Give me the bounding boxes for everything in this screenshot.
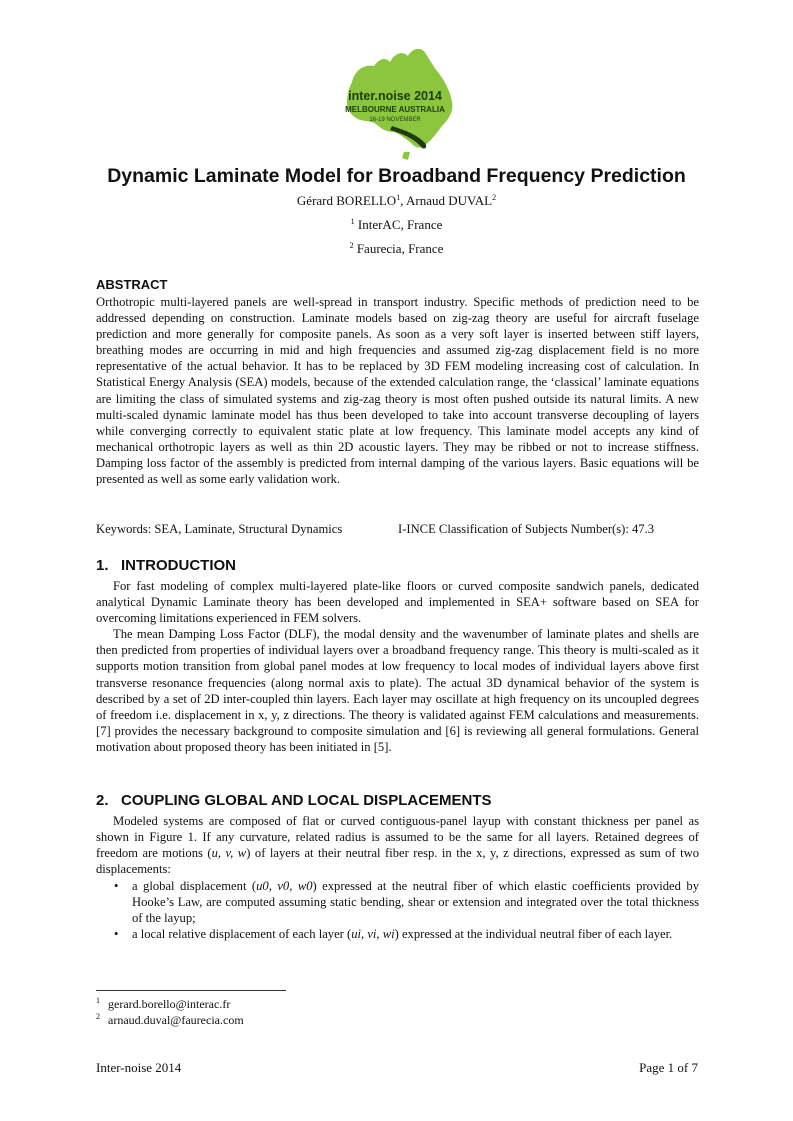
paragraph: The mean Damping Loss Factor (DLF), the modal density and the wavenumber of laminate plates and shells are then predicted from properties of individual layers over a broadband frequency range. This theory is multi-scaled as it supports motion transition from global panel modes at low frequency to local modes of individual layers above first transverse resonance frequencies (along normal axis to plate). The actual 3D dynamical behavior of the system is described by a set of 2D inter-coupled thin layers. Each layer may oscillate at high frequency on its uncoupled degrees of freedom i.e. displacement in x, y, z directions. The theory is validated against FEM calculations and measurements. [7] provides the necessary background to composite simulation and [6] is reviewing all general formulations. General motivation about proposed theory has been initiated in [5]. (96, 627, 699, 754)
text-run: ) expressed at the individual neutral fiber of each layer. (394, 927, 673, 942)
paragraph: For fast modeling of complex multi-layered plate-like floors or curved composite sandwich panels, dedicated analytical Dynamic Laminate theory has been developed and implemented in SEA+ software based on SEA for overcoming limitations experienced in FEM solvers. (96, 579, 699, 626)
paragraph (96, 813, 699, 877)
coupling-body (96, 813, 699, 877)
text-run: a global displacement ( (132, 879, 257, 893)
section-number: 2. (96, 792, 109, 809)
footnote-mark: 1 (96, 996, 100, 1005)
math-symbol: u, v, w (211, 846, 247, 861)
logo-line1: inter.noise 2014 (348, 89, 442, 103)
keywords-line (96, 522, 699, 537)
author-mark: 1 (396, 193, 401, 202)
footnote-mark: 2 (96, 1012, 100, 1021)
math-symbol: u0, v0, w0 (256, 879, 313, 893)
affiliation-text: InterAC, France (357, 217, 443, 232)
text-run: a local relative displacement of each layer ( (132, 927, 352, 942)
affiliation (0, 217, 793, 233)
list-item (114, 878, 699, 926)
section-heading-coupling (96, 792, 492, 809)
footnote-email-link[interactable]: arnaud.duval@faurecia.com (108, 1013, 244, 1027)
footnote-divider (96, 990, 286, 991)
author-mark: 2 (492, 193, 497, 202)
conference-logo (330, 42, 460, 164)
section-title: COUPLING GLOBAL AND LOCAL DISPLACEMENTS (121, 792, 492, 809)
footnote (96, 1012, 244, 1028)
section-heading-introduction (96, 557, 236, 574)
text-run: ) of layers at their neutral fiber resp. in the x, y, z directions, expressed as sum of two displacements: (96, 846, 699, 877)
author-separator: , (400, 193, 406, 208)
footnote (96, 996, 230, 1012)
classification-text: I-INCE Classification of Subjects Number(s): 47.3 (398, 522, 655, 536)
abstract-heading: ABSTRACT (96, 277, 168, 292)
introduction-body (96, 578, 699, 755)
bullet-icon: • (114, 879, 119, 893)
logo-line3: 16-19 NOVEMBER (369, 117, 421, 123)
section-title: INTRODUCTION (121, 557, 236, 574)
footnote-email-link[interactable]: gerard.borello@interac.fr (108, 997, 231, 1011)
bullet-icon: • (114, 927, 119, 942)
affiliation-mark: 1 (350, 217, 355, 226)
paper-title: Dynamic Laminate Model for Broadband Frequency Prediction (107, 165, 686, 187)
text-run: ) expressed at the neutral fiber of which elastic coefficients provided by Hooke’s Law, are computed assuming static bending, shear or extension and integrated over the total thickness of the layup; (132, 879, 699, 926)
bullet-list (114, 878, 699, 942)
footer-conference: Inter-noise 2014 (96, 1060, 182, 1075)
author-name: Arnaud DUVAL (406, 193, 493, 208)
logo-line2: MELBOURNE AUSTRALIA (345, 105, 445, 114)
list-item (114, 926, 699, 942)
author-list (0, 193, 793, 209)
abstract-text: Orthotropic multi-layered panels are well-spread in transport industry. Specific methods of prediction need to be addressed depending on construction. Laminate models based on zig-zag theory are useful for aircraft fuselage prediction and more generally for composite panels. As soon as a very soft layer is inserted between stiff layers, breathing modes are occurring in mid and high frequencies and assumed zig-zag displacement field is no more representative of the actual behavior. It has to be replaced by 3D FEM modeling increasing cost of calculation. In Statistical Energy Analysis (SEA) models, because of the extended calculation range, the ‘classical’ laminate equations are limiting the class of simulated systems and zig-zag theory is most often pushed outside its natural limits. A new multi-scaled dynamic laminate model has thus been developed to take into account transverse decoupling of layers while converging correctly to equivalent static plate at low frequency. This laminate model accepts any kind of mechanical orthotropic layers as well as thin 2D acoustic layers. They may be ribbed or not to increase stiffness. Damping loss factor of the assembly is predicted from internal damping of the various layers. Basic equations will be presented as well as some early validation work. (96, 295, 699, 487)
keywords-text: Keywords: SEA, Laminate, Structural Dynamics (96, 522, 343, 536)
section-number: 1. (96, 557, 109, 574)
author-name: Gérard BORELLO (296, 193, 397, 208)
text-run: Modeled systems are composed of flat or curved contiguous-panel layup with constant thickness per panel as shown in Figure 1. If any curvature, related radius is assumed to be the same for all layers. Retained degrees of freedom are motions ( (96, 814, 699, 861)
australia-map-logo-icon (330, 42, 460, 164)
math-symbol: ui, vi, wi (351, 927, 395, 942)
affiliation-mark: 2 (349, 241, 354, 250)
affiliation-text: Faurecia, France (356, 241, 444, 256)
affiliation (0, 241, 793, 257)
footer-page-number: Page 1 of 7 (639, 1060, 698, 1075)
